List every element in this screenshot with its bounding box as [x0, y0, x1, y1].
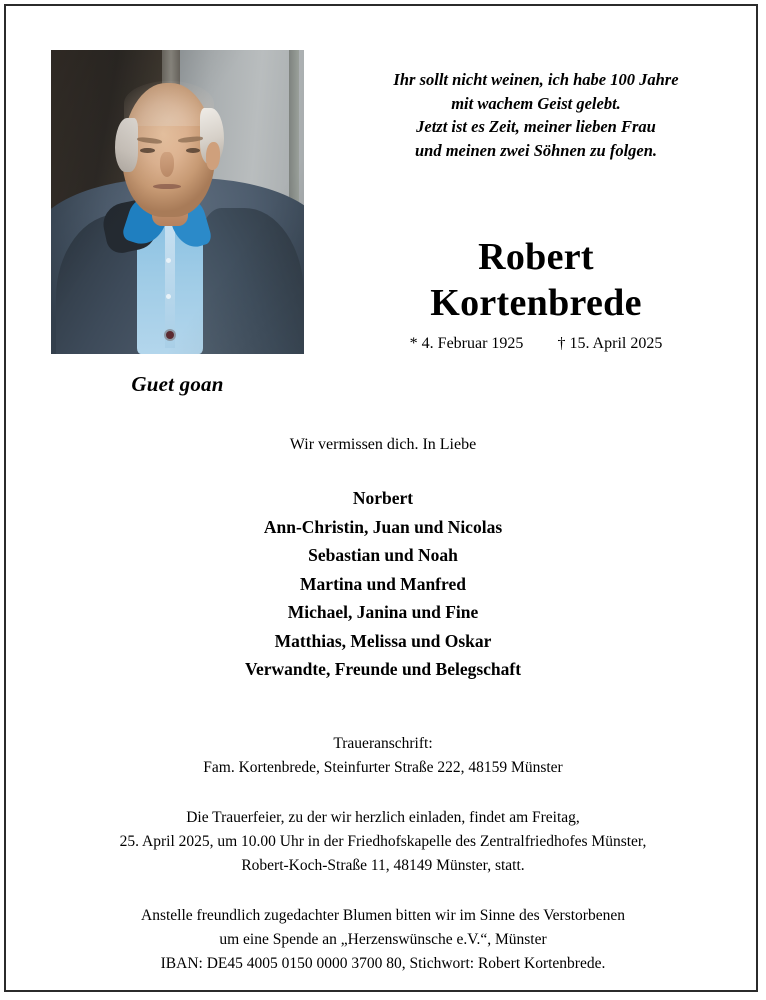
- obituary-notice: [4, 4, 758, 992]
- family-list-item: Norbert: [352, 488, 414, 508]
- service-line: 25. April 2025, um 10.00 Uhr in der Friedhofskapelle des Zentralfriedhofes Münster,: [119, 832, 647, 850]
- family-list-item: Michael, Janina und Fine: [287, 602, 479, 622]
- family-list-item: Sebastian und Noah: [308, 545, 458, 565]
- donation-request: [26, 904, 740, 976]
- birth-date: * 4. Februar 1925: [409, 335, 524, 352]
- donation-line: Anstelle freundlich zugedachter Blumen bitten wir im Sinne des Verstorbenen: [141, 906, 625, 924]
- deceased-first-name: Robert: [478, 236, 594, 278]
- photo-canvas: [51, 50, 304, 354]
- mourning-address-label: Traueranschrift:: [333, 734, 433, 752]
- family-list-item: Matthias, Melissa und Oskar: [274, 630, 492, 651]
- family-list-item: Martina und Manfred: [300, 573, 466, 594]
- photo-shading-overlay: [51, 50, 304, 354]
- donation-line: um eine Spende an „Herzenswünsche e.V.“, Münster: [219, 930, 547, 948]
- epigraph-line: mit wachem Geist gelebt.: [451, 93, 621, 113]
- mourning-address: [26, 732, 740, 780]
- deceased-last-name: Kortenbrede: [430, 282, 642, 324]
- mourning-address-line: Fam. Kortenbrede, Steinfurter Straße 222, 48159 Münster: [203, 758, 563, 776]
- photo-caption: Guet goan: [131, 372, 224, 396]
- portrait-photo: [51, 50, 304, 354]
- epigraph-line: Jetzt ist es Zeit, meiner lieben Frau: [416, 117, 656, 136]
- epigraph-line: und meinen zwei Söhnen zu folgen.: [414, 140, 658, 160]
- epigraph: [336, 68, 736, 162]
- service-line: Robert-Koch-Straße 11, 48149 Münster, statt.: [241, 856, 525, 874]
- family-list-item: Verwandte, Freunde und Belegschaft: [244, 659, 522, 679]
- notice-body: [26, 436, 740, 976]
- death-date: † 15. April 2025: [557, 335, 663, 352]
- family-list: [26, 484, 740, 684]
- service-line: Die Trauerfeier, zu der wir herzlich einladen, findet am Freitag,: [186, 808, 580, 826]
- deceased-name-block: [316, 234, 756, 353]
- mourning-intro: Wir vermissen dich. In Liebe: [289, 436, 477, 453]
- family-list-item: Ann-Christin, Juan und Nicolas: [263, 516, 503, 537]
- donation-iban-line: IBAN: DE45 4005 0150 0000 3700 80, Stichwort: Robert Kortenbrede.: [160, 954, 606, 972]
- epigraph-line: Ihr sollt nicht weinen, ich habe 100 Jahre: [393, 70, 679, 89]
- funeral-service-details: [26, 806, 740, 878]
- life-dates: [316, 335, 756, 353]
